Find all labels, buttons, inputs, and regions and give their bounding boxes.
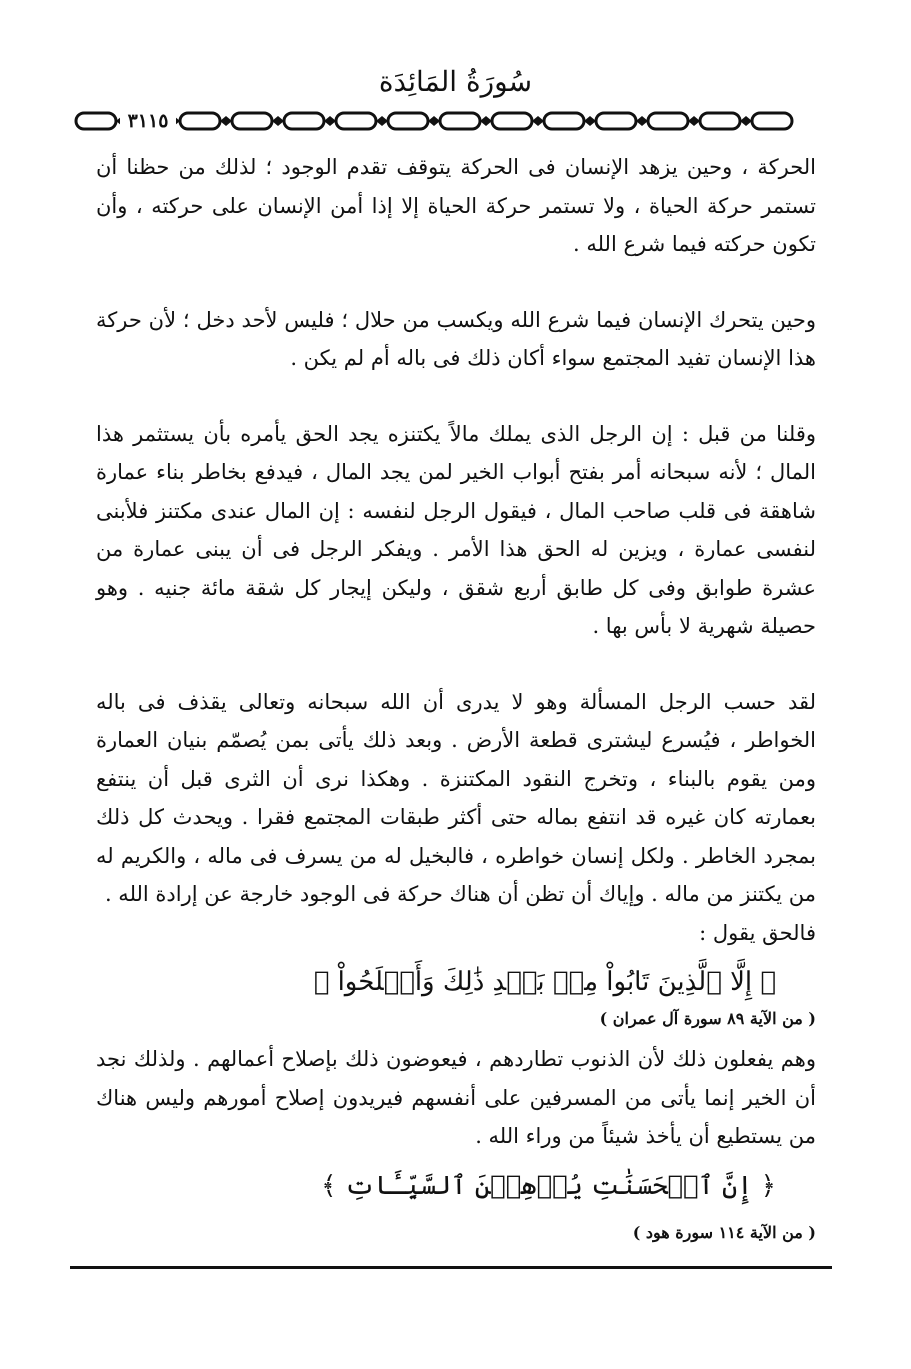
quran-verse-1: ﴿ إِلَّا ٱلَّذِينَ تَابُواْ مِنۢ بَعۡدِ ذَٰلِكَ وَأَصۡلَحُواْ ﴾ <box>313 967 776 997</box>
paragraph-1: الحركة ، وحين يزهد الإنسان فى الحركة يتوقف تقدم الوجود ؛ لذلك من حظنا أن تستمر حركة الحياة ، ولا تستمر حركة الحياة إلا إذا أمن الإنسان على حركته ، وأن تكون حركته فيما شرع الله . <box>96 155 816 256</box>
ornament-link <box>492 113 532 129</box>
paragraph-4: لقد حسب الرجل المسألة وهو لا يدرى أن الله سبحانه وتعالى يقذف فى باله الخواطر ، فيُسرع ليشترى قطعة الأرض . وبعد ذلك يأتى بمن يُصمّم بنيان العمارة ومن يقوم بالبناء ، وتخرج النقود المكتنزة . وهكذا نرى أن الثرى قبل أن ينتفع بعمارته كان غيره قد انتفع بماله حتى أكثر طبقات المجتمع فقرا . ويحدث كل ذلك بمجرد الخاطر . ولكل إنسان خواطره ، فالبخيل له من يسرف فى ماله ، والكريم له من يكتنز من ماله . وإياك أن تظن أن هناك حركة فى الوجود خارجة عن إرادة الله . <box>96 689 816 906</box>
ornament-link <box>388 113 428 129</box>
ornament-diamond <box>220 116 232 126</box>
ornament-diamond <box>532 116 544 126</box>
page-number: ٣١١٥ <box>120 104 176 138</box>
footer-rule <box>70 1266 832 1269</box>
quran-verse-2: ﴿ إِنَّ ٱلۡحَسَنَٰتِ يُذۡهِبۡنَ ٱلسَّيِّـَٔاتِ ﴾ <box>321 1170 776 1201</box>
header-ornament-border <box>72 104 836 138</box>
ornament-diamond <box>428 116 440 126</box>
ornament-link <box>180 113 220 129</box>
ornament-link <box>284 113 324 129</box>
ornament-diamond <box>324 116 336 126</box>
verse-reference-2: ( من الآية ١١٤ سورة هود ) <box>632 1222 816 1242</box>
paragraph-2: وحين يتحرك الإنسان فيما شرع الله ويكسب من حلال ؛ فليس لأحد دخل ؛ لأن حركة هذا الإنسان تفيد المجتمع سواء أكان ذلك فى باله أم لم يكن . <box>96 307 816 370</box>
ornament-link <box>232 113 272 129</box>
paragraph-intro-verse: فالحق يقول : <box>699 920 816 945</box>
ornament-link <box>700 113 740 129</box>
verse-reference-1: ( من الآية ٨٩ سورة آل عمران ) <box>599 1009 816 1028</box>
surah-title: سُورَةُ المَائِدَة <box>378 65 533 98</box>
ornament-diamond <box>584 116 596 126</box>
ornament-diamond <box>376 116 388 126</box>
ornament-diamond <box>636 116 648 126</box>
ornament-link <box>752 113 792 129</box>
ornament-diamond <box>272 116 284 126</box>
ornament-link <box>544 113 584 129</box>
ornament-link <box>336 113 376 129</box>
ornament-diamond <box>480 116 492 126</box>
ornament-link <box>648 113 688 129</box>
ornament-link <box>76 113 116 129</box>
page-body <box>96 148 816 1254</box>
paragraph-3: وقلنا من قبل : إن الرجل الذى يملك مالاً يكتنزه يجد الحق يأمره بأن يستثمر هذا المال ؛ لأنه سبحانه أمر بفتح أبواب الخير لمن يجد المال ، فيدفع بخاطر بناء عمارة شاهقة فى قلب صاحب المال ، فيقول الرجل لنفسه : إن المال عندى مكتنز فلأبنى لنفسى عمارة ، ويزين له الحق هذا الأمر . ويفكر الرجل فى أن يبنى عمارة من عشرة طوابق وفى كل طابق أربع شقق ، وليكن إيجار كل شقة مائة جنيه . وهو حصيلة شهرية لا بأس بها . <box>96 421 816 638</box>
ornament-link <box>440 113 480 129</box>
ornament-diamond <box>688 116 700 126</box>
ornament-diamond <box>740 116 752 126</box>
paragraph-5: وهم يفعلون ذلك لأن الذنوب تطاردهم ، فيعوضون ذلك بإصلاح أعمالهم . ولذلك نجد أن الخير إنما يأتى من المسرفين على أنفسهم فيريدون إصلاح أمورهم وليس هناك من يستطيع أن يأخذ شيئاً من وراء الله . <box>96 1047 816 1148</box>
ornament-link <box>596 113 636 129</box>
